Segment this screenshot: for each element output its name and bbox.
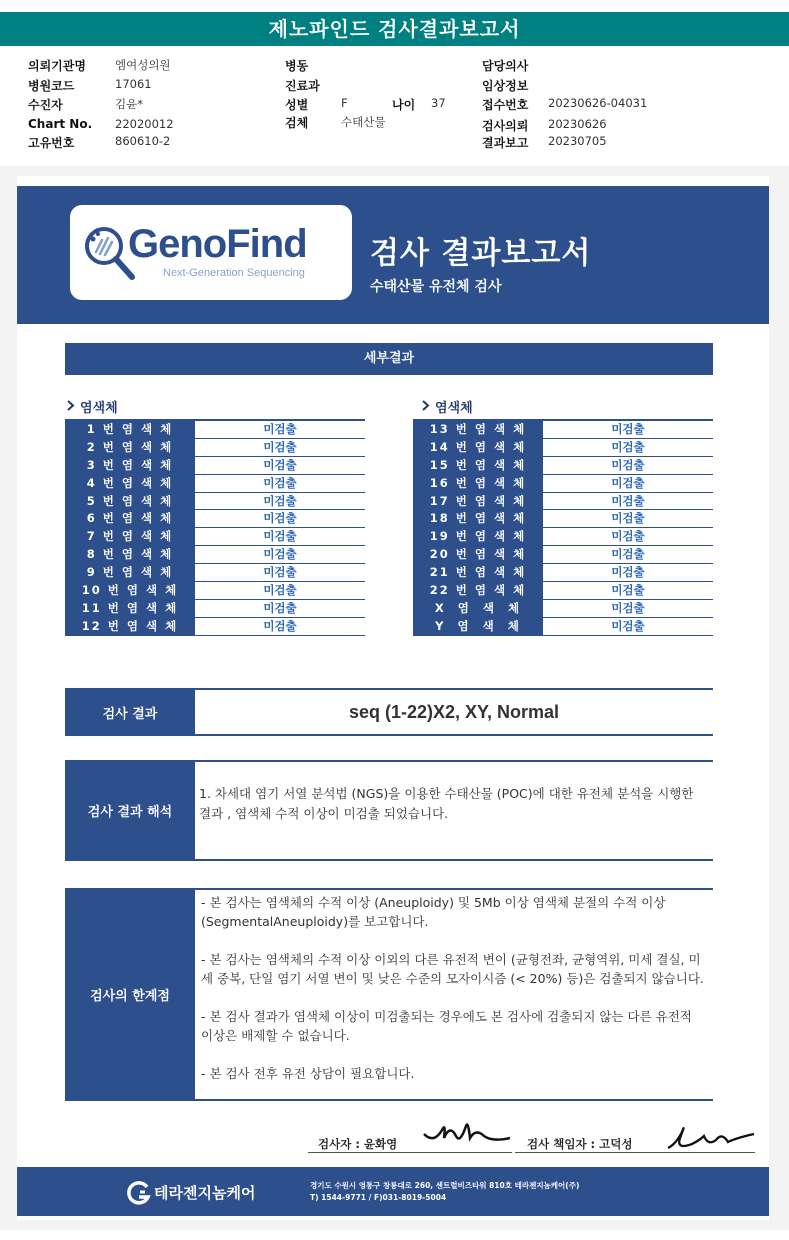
patient-value: 김윤* <box>115 97 143 111</box>
footer-phone: T) 1544-9771 / F)031-8019-5004 <box>310 1193 447 1202</box>
chromosome-name: 20 번 염 색 체 <box>413 546 543 563</box>
department-label: 진료과 <box>285 79 320 93</box>
table-row <box>413 457 713 475</box>
chromosome-result: 미검출 <box>611 583 645 598</box>
chromosome-result: 미검출 <box>611 618 645 633</box>
chromosome-name: 15 번 염 색 체 <box>413 457 543 474</box>
hero-subtitle: 수태산물 유전체 검사 <box>370 279 502 295</box>
left-chromosome-heading: 염색체 <box>80 401 118 416</box>
chromosome-name: 2 번 염 색 체 <box>65 439 195 456</box>
receipt-no-label: 접수번호 <box>482 98 529 112</box>
report-header-title: 제노파인드 검사결과보고서 <box>0 12 789 46</box>
chromosome-result: 미검출 <box>611 475 645 490</box>
specimen-label: 검체 <box>285 116 309 130</box>
footer-address-block <box>310 1180 579 1204</box>
report-date-label: 결과보고 <box>482 136 529 150</box>
interpretation-text: 1. 차세대 염기 서열 분석법 (NGS)을 이용한 수태산물 (POC)에 대한 유전체 분석을 시행한 결과 , 염색체 수적 이상이 미검출 되었습니다. <box>199 786 694 821</box>
clinical-info-label: 임상정보 <box>482 79 529 93</box>
report-date-value: 20230705 <box>548 134 607 148</box>
chromosome-result: 미검출 <box>263 547 297 562</box>
table-row <box>65 475 365 493</box>
chromosome-name: 3 번 염 색 체 <box>65 457 195 474</box>
footer-address: 경기도 수원시 영통구 창룡대로 260, 센트럴비즈타워 810호 테라젠지놈케어(주) <box>310 1181 580 1190</box>
interpretation-label: 검사 결과 해석 <box>65 760 195 861</box>
genofind-logo-text: GenoFind <box>128 222 307 266</box>
table-row <box>413 493 713 511</box>
chromosome-name: 13 번 염 색 체 <box>413 421 543 438</box>
table-row <box>65 600 365 618</box>
chromosome-name: 21 번 염 색 체 <box>413 564 543 581</box>
chromosome-result: 미검출 <box>611 457 645 472</box>
chromosome-name: 6 번 염 색 체 <box>65 510 195 527</box>
chromosome-name: 12 번 염 색 체 <box>65 618 195 635</box>
chromosome-result: 미검출 <box>263 511 297 526</box>
supervisor-signature-image <box>662 1118 758 1156</box>
request-date-label: 검사의뢰 <box>482 119 529 133</box>
table-row <box>413 618 713 636</box>
chromosome-name: 14 번 염 색 체 <box>413 439 543 456</box>
limitation-item: - 본 검사 전후 유전 상담이 필요합니다. <box>201 1066 415 1081</box>
left-chromosome-table <box>65 419 365 636</box>
chromosome-result: 미검출 <box>611 422 645 436</box>
hospital-code-value: 17061 <box>115 77 152 91</box>
table-row <box>65 510 365 528</box>
limitation-item: - 본 검사는 염색체의 수적 이상 (Aneuploidy) 및 5Mb 이상 염색체 분절의 수적 이상 (SegmentalAneuploidy)를 보고합니다. <box>201 895 666 929</box>
footer-brand: 테라젠지놈케어 <box>154 1184 256 1202</box>
table-row <box>65 457 365 475</box>
table-row <box>413 475 713 493</box>
hero-title: 검사 결과보고서 <box>370 236 592 271</box>
supervisor-signature-label: 검사 책임자 : 고덕성 <box>527 1137 633 1151</box>
table-row <box>413 546 713 564</box>
chromosome-name: 1 번 염 색 체 <box>65 421 195 438</box>
table-row <box>65 439 365 457</box>
table-row <box>65 546 365 564</box>
chromosome-result: 미검출 <box>611 493 645 508</box>
chromosome-result: 미검출 <box>263 422 297 436</box>
chromosome-name: 18 번 염 색 체 <box>413 510 543 527</box>
hospital-code-label: 병원코드 <box>28 79 75 93</box>
specimen-value: 수태산물 <box>341 115 386 129</box>
detail-results-header: 세부결과 <box>65 343 713 375</box>
ward-label: 병동 <box>285 59 309 73</box>
chromosome-result: 미검출 <box>611 511 645 526</box>
chromosome-name: 22 번 염 색 체 <box>413 582 543 599</box>
chromosome-result: 미검출 <box>611 600 645 615</box>
chromosome-result: 미검출 <box>611 565 645 580</box>
chromosome-name: 7 번 염 색 체 <box>65 528 195 545</box>
chart-no-label: Chart No. <box>28 117 93 131</box>
patient-label: 수진자 <box>28 98 63 112</box>
right-chromosome-heading: 염색체 <box>435 401 473 416</box>
theragen-logo-icon <box>126 1180 152 1206</box>
table-row <box>65 582 365 600</box>
chromosome-result: 미검출 <box>263 600 297 615</box>
chromosome-name: 17 번 염 색 체 <box>413 493 543 510</box>
chromosome-result: 미검출 <box>263 439 297 454</box>
chevron-right-icon <box>421 400 430 411</box>
chromosome-result: 미검출 <box>263 618 297 633</box>
patient-info <box>0 56 789 166</box>
chromosome-name: Y 염 색 체 <box>413 618 543 635</box>
chromosome-name: 5 번 염 색 체 <box>65 493 195 510</box>
chromosome-result: 미검출 <box>263 529 297 544</box>
chromosome-name: 9 번 염 색 체 <box>65 564 195 581</box>
unique-no-value: 860610-2 <box>115 134 171 148</box>
table-row <box>413 600 713 618</box>
limitations-box <box>195 888 713 1101</box>
right-chromosome-table <box>413 419 713 636</box>
doctor-label: 담당의사 <box>482 59 529 73</box>
result-label: 검사 결과 <box>65 688 195 736</box>
examiner-signature-image <box>420 1116 515 1154</box>
table-row <box>413 421 713 439</box>
chromosome-name: 4 번 염 색 체 <box>65 475 195 492</box>
table-row <box>65 564 365 582</box>
chromosome-name: 10 번 염 색 체 <box>65 582 195 599</box>
unique-no-label: 고유번호 <box>28 136 75 150</box>
institution-label: 의뢰기관명 <box>28 59 86 73</box>
table-row <box>65 493 365 511</box>
chromosome-result: 미검출 <box>263 493 297 508</box>
receipt-no-value: 20230626-04031 <box>548 96 648 110</box>
result-box <box>195 688 713 736</box>
examiner-signature-label: 검사자 : 윤화영 <box>318 1137 398 1151</box>
sex-label: 성별 <box>285 98 309 112</box>
sex-value: F <box>341 96 348 110</box>
interpretation-box <box>195 760 713 861</box>
chromosome-name: 16 번 염 색 체 <box>413 475 543 492</box>
age-label: 나이 <box>392 98 416 112</box>
chromosome-name: 11 번 염 색 체 <box>65 600 195 617</box>
table-row <box>413 528 713 546</box>
chromosome-result: 미검출 <box>263 565 297 580</box>
table-row <box>413 510 713 528</box>
request-date-value: 20230626 <box>548 117 607 131</box>
chromosome-name: X 염 색 체 <box>413 600 543 617</box>
table-row <box>65 528 365 546</box>
chromosome-result: 미검출 <box>263 583 297 598</box>
table-row <box>413 439 713 457</box>
limitations-list <box>195 890 713 1086</box>
table-row <box>413 564 713 582</box>
table-row <box>65 618 365 636</box>
limitation-item: - 본 검사는 염색체의 수적 이상 이외의 다른 유전적 변이 (균형전좌, 균형역위, 미세 결실, 미세 중복, 단일 염기 서열 변이 및 낮은 수준의 모자이시즘 (< 20%) 등)은 검출되지 않습니다. <box>201 952 704 986</box>
chromosome-result: 미검출 <box>611 529 645 544</box>
chromosome-result: 미검출 <box>263 475 297 490</box>
chart-no-value: 22020012 <box>115 117 174 131</box>
chromosome-result: 미검출 <box>611 439 645 454</box>
table-row <box>65 421 365 439</box>
chevron-right-icon <box>66 400 75 411</box>
chromosome-result: 미검출 <box>263 457 297 472</box>
limitation-item: - 본 검사 결과가 염색체 이상이 미검출되는 경우에도 본 검사에 검출되지 않는 다른 유전적 이상은 배제할 수 없습니다. <box>201 1009 692 1043</box>
age-value: 37 <box>431 96 446 110</box>
table-row <box>413 582 713 600</box>
genofind-logo-sub: Next-Generation Sequencing <box>163 267 305 279</box>
limitations-label: 검사의 한계점 <box>65 888 195 1101</box>
institution-value: 엠여성의원 <box>115 58 171 72</box>
result-value: seq (1-22)X2, XY, Normal <box>348 701 560 722</box>
chromosome-name: 8 번 염 색 체 <box>65 546 195 563</box>
chromosome-result: 미검출 <box>611 547 645 562</box>
chromosome-name: 19 번 염 색 체 <box>413 528 543 545</box>
